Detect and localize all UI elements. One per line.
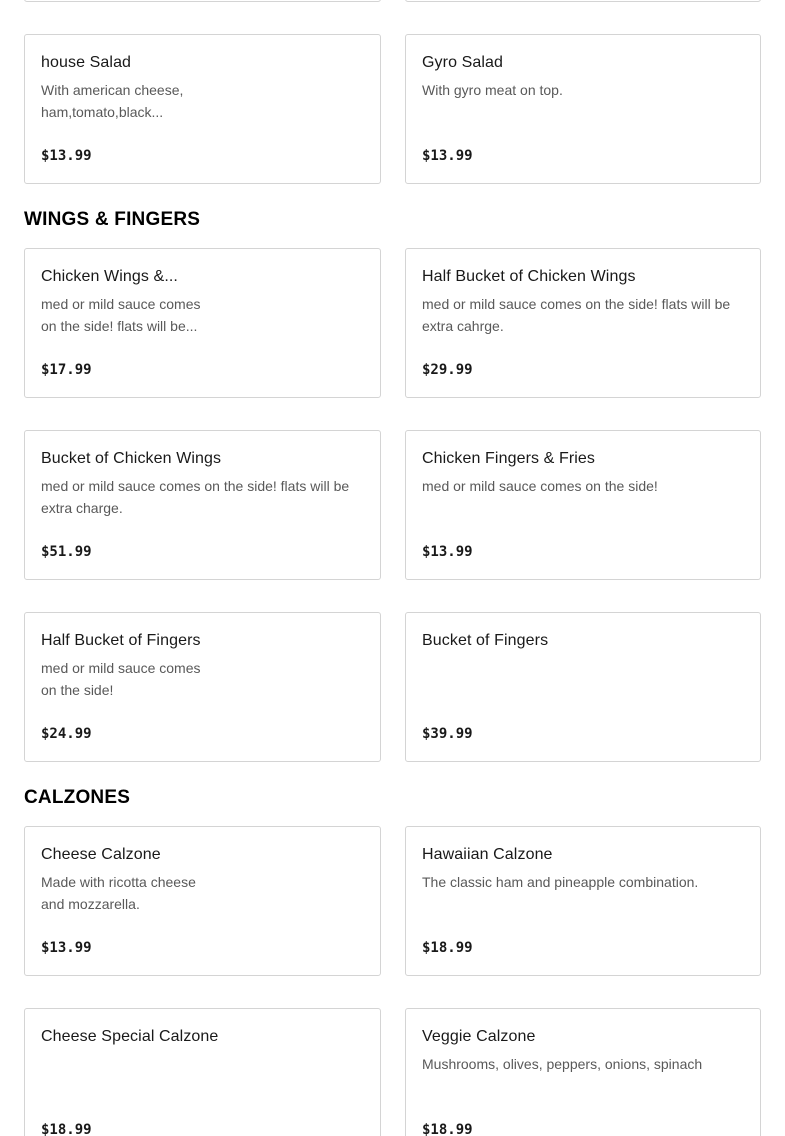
menu-item-card[interactable] <box>24 34 381 184</box>
section-heading: WINGS & FINGERS <box>24 209 201 230</box>
item-description: Made with ricotta cheese and mozzarella. <box>41 874 196 912</box>
menu-item-card-partial[interactable] <box>405 0 761 2</box>
menu-item-card[interactable] <box>24 248 381 398</box>
item-price: $24.99 <box>41 726 92 742</box>
item-description: med or mild sauce comes on the side! flats will be extra charge. <box>41 478 350 516</box>
menu-item-card[interactable] <box>405 248 761 398</box>
item-price: $18.99 <box>422 1122 473 1136</box>
item-name: Veggie Calzone <box>422 1028 536 1045</box>
section-heading: CALZONES <box>24 787 131 808</box>
item-name: Cheese Calzone <box>41 846 161 863</box>
menu-item-card-partial[interactable] <box>24 0 381 2</box>
item-description <box>41 1053 364 1097</box>
item-name: Chicken Wings &... <box>41 268 178 285</box>
item-price: $18.99 <box>41 1122 92 1136</box>
menu-item-card[interactable] <box>405 430 761 580</box>
menu-item-card[interactable] <box>405 826 761 976</box>
menu-item-card[interactable] <box>405 612 761 762</box>
item-price: $13.99 <box>422 544 473 560</box>
item-description: With gyro meat on top. <box>422 82 563 98</box>
item-price: $13.99 <box>41 148 92 164</box>
item-name: Half Bucket of Chicken Wings <box>422 268 636 285</box>
item-price: $13.99 <box>41 940 92 956</box>
menu-item-card[interactable] <box>24 826 381 976</box>
item-description: Mushrooms, olives, peppers, onions, spinach <box>422 1056 703 1072</box>
item-name: Gyro Salad <box>422 54 504 71</box>
item-description: With american cheese, ham,tomato,black... <box>41 82 184 120</box>
item-name: Cheese Special Calzone <box>41 1028 219 1045</box>
item-description <box>422 657 744 701</box>
item-description: med or mild sauce comes on the side! flats will be extra cahrge. <box>422 296 731 334</box>
menu-item-card[interactable] <box>405 34 761 184</box>
item-description: The classic ham and pineapple combination. <box>422 874 699 890</box>
item-price: $51.99 <box>41 544 92 560</box>
item-price: $13.99 <box>422 148 473 164</box>
item-name: house Salad <box>41 54 132 71</box>
item-name: Bucket of Fingers <box>422 632 549 649</box>
item-price: $17.99 <box>41 362 92 378</box>
item-price: $29.99 <box>422 362 473 378</box>
item-name: Hawaiian Calzone <box>422 846 553 863</box>
item-price: $18.99 <box>422 940 473 956</box>
item-description: med or mild sauce comes on the side! flats will be... <box>41 296 201 334</box>
item-description: med or mild sauce comes on the side! <box>422 478 658 494</box>
item-name: Bucket of Chicken Wings <box>41 450 222 467</box>
menu-item-card[interactable] <box>24 430 381 580</box>
item-price: $39.99 <box>422 726 473 742</box>
menu-item-card[interactable] <box>24 612 381 762</box>
menu-item-card[interactable] <box>24 1008 381 1136</box>
item-name: Chicken Fingers & Fries <box>422 450 596 467</box>
menu-item-card[interactable] <box>405 1008 761 1136</box>
item-description: med or mild sauce comes on the side! <box>41 660 201 698</box>
item-name: Half Bucket of Fingers <box>41 632 201 649</box>
